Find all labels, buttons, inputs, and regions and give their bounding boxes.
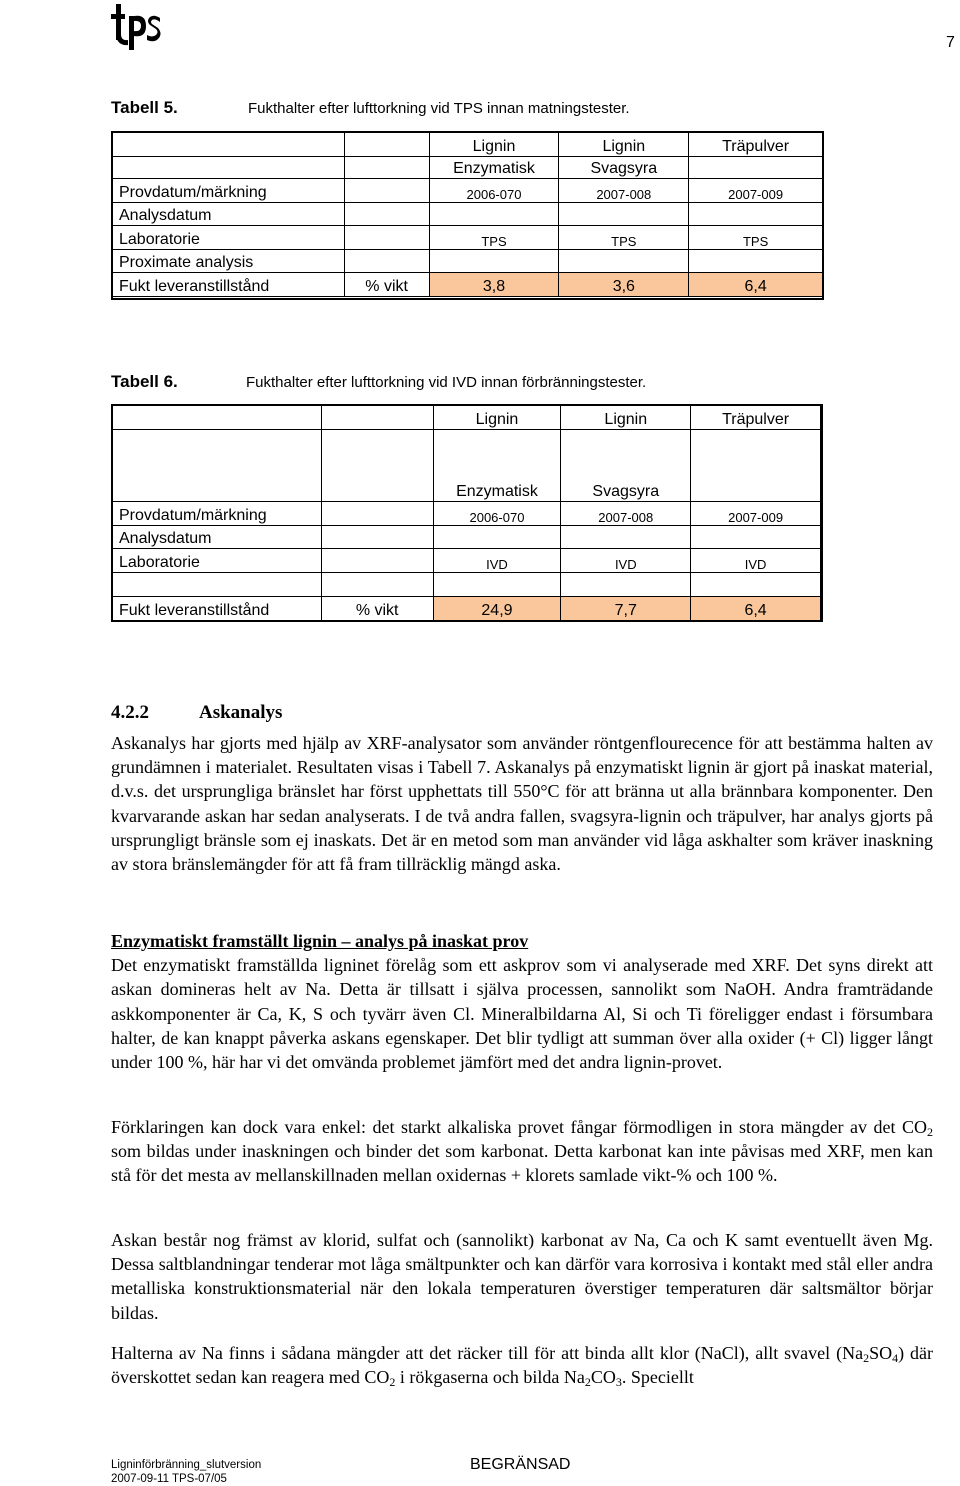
t5-empty [559, 250, 689, 273]
t6-empty [321, 573, 433, 597]
t5-row-proximate: Proximate analysis [113, 250, 345, 273]
p5-s1: 2 [863, 1351, 870, 1365]
t5-value-1: 3,8 [429, 273, 559, 297]
t6-empty [321, 549, 433, 573]
footer-doc-id: 2007-09-11 TPS-07/05 [111, 1473, 227, 1485]
t6-row-provdatum: Provdatum/märkning [113, 502, 322, 526]
t5-row-fukt: Fukt leveranstillstånd [113, 273, 345, 297]
t6-empty [691, 430, 821, 502]
t6-col2-lab: IVD [561, 549, 691, 573]
table6-label: Tabell 6. [111, 372, 178, 391]
footer-doc-name: Ligninförbränning_slutversion [111, 1459, 262, 1471]
t5-row-provdatum: Provdatum/märkning [113, 179, 345, 203]
t5-col2-id: 2007-008 [559, 179, 689, 203]
t6-col3-lab: IVD [691, 549, 821, 573]
p5-s5: 3 [615, 1375, 622, 1390]
t6-row-analysdatum: Analysdatum [113, 526, 322, 549]
t6-empty [321, 526, 433, 549]
p5-d: i rökgaserna och bilda Na [395, 1367, 585, 1388]
t6-empty [321, 502, 433, 526]
paragraph-2-heading: Enzymatiskt framställt lignin – analys på inaskat prov [111, 931, 529, 951]
t6-col2-id: 2007-008 [561, 502, 691, 526]
t5-empty [344, 157, 429, 179]
p5-c: ) där överskottet sedan kan reagera med CO [111, 1343, 933, 1388]
t6-col1-id: 2006-070 [433, 502, 561, 526]
t5-empty [344, 226, 429, 250]
footer-classification: BEGRÄNSAD [470, 1456, 571, 1473]
t5-value-3: 6,4 [689, 273, 823, 297]
t5-col2-lab: TPS [559, 226, 689, 250]
t6-row-laboratorie: Laboratorie [113, 549, 322, 573]
t5-col1-line2: Enzymatisk [429, 157, 559, 179]
t6-col1-line1: Lignin [433, 406, 561, 430]
t5-col2-line2: Svagsyra [559, 157, 689, 179]
section-heading [111, 702, 282, 724]
page-number: 7 [946, 34, 955, 51]
t5-empty [113, 133, 345, 157]
t6-empty [113, 406, 322, 430]
t5-row-laboratorie: Laboratorie [113, 226, 345, 250]
p5-f: . Speciellt [621, 1367, 694, 1388]
p5-s2: 4 [892, 1351, 899, 1365]
t5-empty [689, 250, 823, 273]
p5-e: CO [590, 1367, 616, 1388]
tps-logo [110, 2, 162, 52]
paragraph-4-text: Askan består nog främst av klorid, sulfat och (sannolikt) karbonat av Na, Ca och K samt eventuellt även Mg. Dessa saltblandningar tenderar mot låga smältpunkter och kan därför vara korrosiva i kontakt med stål eller andra metalliska konstruktionsmaterial när den lokala temperaturen överstiger temperaturen där saltsmältor börjar bildas. [111, 1230, 933, 1323]
t6-col1-lab: IVD [433, 549, 561, 573]
p5-s3: 2 [389, 1375, 396, 1390]
t6-col2-line1: Lignin [561, 406, 691, 430]
footer-left [111, 1458, 261, 1486]
table5-caption: Fukthalter efter lufttorkning vid TPS innan matningstester. [248, 100, 630, 117]
t6-empty [691, 573, 821, 597]
t5-value-2: 3,6 [559, 273, 689, 297]
t6-value-2: 7,7 [561, 597, 691, 621]
t6-empty [561, 526, 691, 549]
t5-col1-line1: Lignin [429, 133, 559, 157]
t6-value-3: 6,4 [691, 597, 821, 621]
t6-row-fukt: Fukt leveranstillstånd [113, 597, 322, 621]
t5-col3-id: 2007-009 [689, 179, 823, 203]
table5 [112, 132, 823, 297]
t6-empty [433, 573, 561, 597]
t5-empty [344, 203, 429, 226]
t5-empty [113, 157, 345, 179]
t5-unit: % vikt [344, 273, 429, 297]
paragraph-4 [111, 1228, 933, 1325]
paragraph-1-text: Askanalys har gjorts med hjälp av XRF-analysator som använder röntgenflourecence för att bestämma halten av grundämnen i materialet. Resultaten visas i Tabell 7. Askanalys på enzymatiskt lignin är gjort på inaskat material, d.v.s. det ursprungliga bränslet har först upphettats till 550°C för att bränna ut alla brännbara komponenter. Den kvarvarande askan har sedan analyserats. I de två andra fallen, svagsyra-lignin och träpulver, har analys gjorts på ursprungligt bränsle som ej inaskats. Det är en metod som man använder vid låga askhalter som kräver inaskning av stora bränslemängder för att få fram tillräcklig mängd aska. [111, 733, 933, 875]
t5-col1-id: 2006-070 [429, 179, 559, 203]
t5-empty [689, 157, 823, 179]
paragraph-3 [111, 1115, 933, 1188]
t6-col3-line1: Träpulver [691, 406, 821, 430]
p5-b: SO [869, 1343, 893, 1363]
logo-text: tps [110, 2, 112, 3]
t5-row-analysdatum: Analysdatum [113, 203, 345, 226]
t6-empty [433, 526, 561, 549]
t6-empty [321, 406, 433, 430]
t6-col2-line2: Svagsyra [561, 430, 691, 502]
section-title: Askanalys [199, 702, 283, 723]
t6-unit: % vikt [321, 597, 433, 621]
p3-a: Förklaringen kan dock vara enkel: det starkt alkaliska provet fångar förmodligen in stora mängder av det CO [111, 1117, 927, 1137]
paragraph-5 [111, 1341, 933, 1389]
t5-empty [429, 203, 559, 226]
paragraph-2 [111, 929, 933, 1074]
t6-empty [561, 573, 691, 597]
t5-col1-lab: TPS [429, 226, 559, 250]
t5-empty [429, 250, 559, 273]
t6-value-1: 24,9 [433, 597, 561, 621]
table6-caption: Fukthalter efter lufttorkning vid IVD innan förbränningstester. [246, 374, 647, 391]
t5-empty [344, 250, 429, 273]
table6 [112, 405, 821, 621]
table5-label: Tabell 5. [111, 98, 178, 117]
t6-empty [113, 573, 322, 597]
p3-b: som bildas under inaskningen och binder det som karbonat. Detta karbonat kan inte påvisas med XRF, men kan stå för det mesta av mellanskillnaden mellan oxidernas + klorets samlade vikt-% och 100 %. [111, 1141, 933, 1186]
t5-empty [559, 203, 689, 226]
t5-empty [689, 203, 823, 226]
paragraph-1 [111, 731, 933, 876]
t5-col3-lab: TPS [689, 226, 823, 250]
t6-col3-id: 2007-009 [691, 502, 821, 526]
t5-empty [344, 179, 429, 203]
t6-empty [321, 430, 433, 502]
t6-empty [691, 526, 821, 549]
t6-empty [113, 430, 322, 502]
p5-s4: 2 [584, 1375, 591, 1390]
t5-col2-line1: Lignin [559, 133, 689, 157]
t6-col1-line2: Enzymatisk [433, 430, 561, 502]
t5-empty [344, 133, 429, 157]
p5-a: Halterna av Na finns i sådana mängder att det räcker till för att binda allt klor (NaCl), allt svavel (Na [111, 1343, 864, 1363]
section-number: 4.2.2 [111, 702, 149, 723]
paragraph-2-text: Det enzymatiskt framställda ligninet förelåg som ett askprov som vi analyserade med XRF. Det syns direkt att askan domineras helt av Na. Detta är tillsatt i själva processen, sannolikt som NaOH. Andra framträdande askkomponenter är Ca, K, S och tyvärr även Cl. Mineralbildarna Al, Si och Ti föreligger endast i försumbara halter, de kan knappt påverka askans egenskaper. Det blir tydligt att summan över alla oxider (+ Cl) ligger långt under 100 %, här har vi det omvända problemet jämfört med det andra lignin-provet. [111, 955, 933, 1073]
t5-col3-line1: Träpulver [689, 133, 823, 157]
p3-sub: 2 [927, 1125, 933, 1139]
